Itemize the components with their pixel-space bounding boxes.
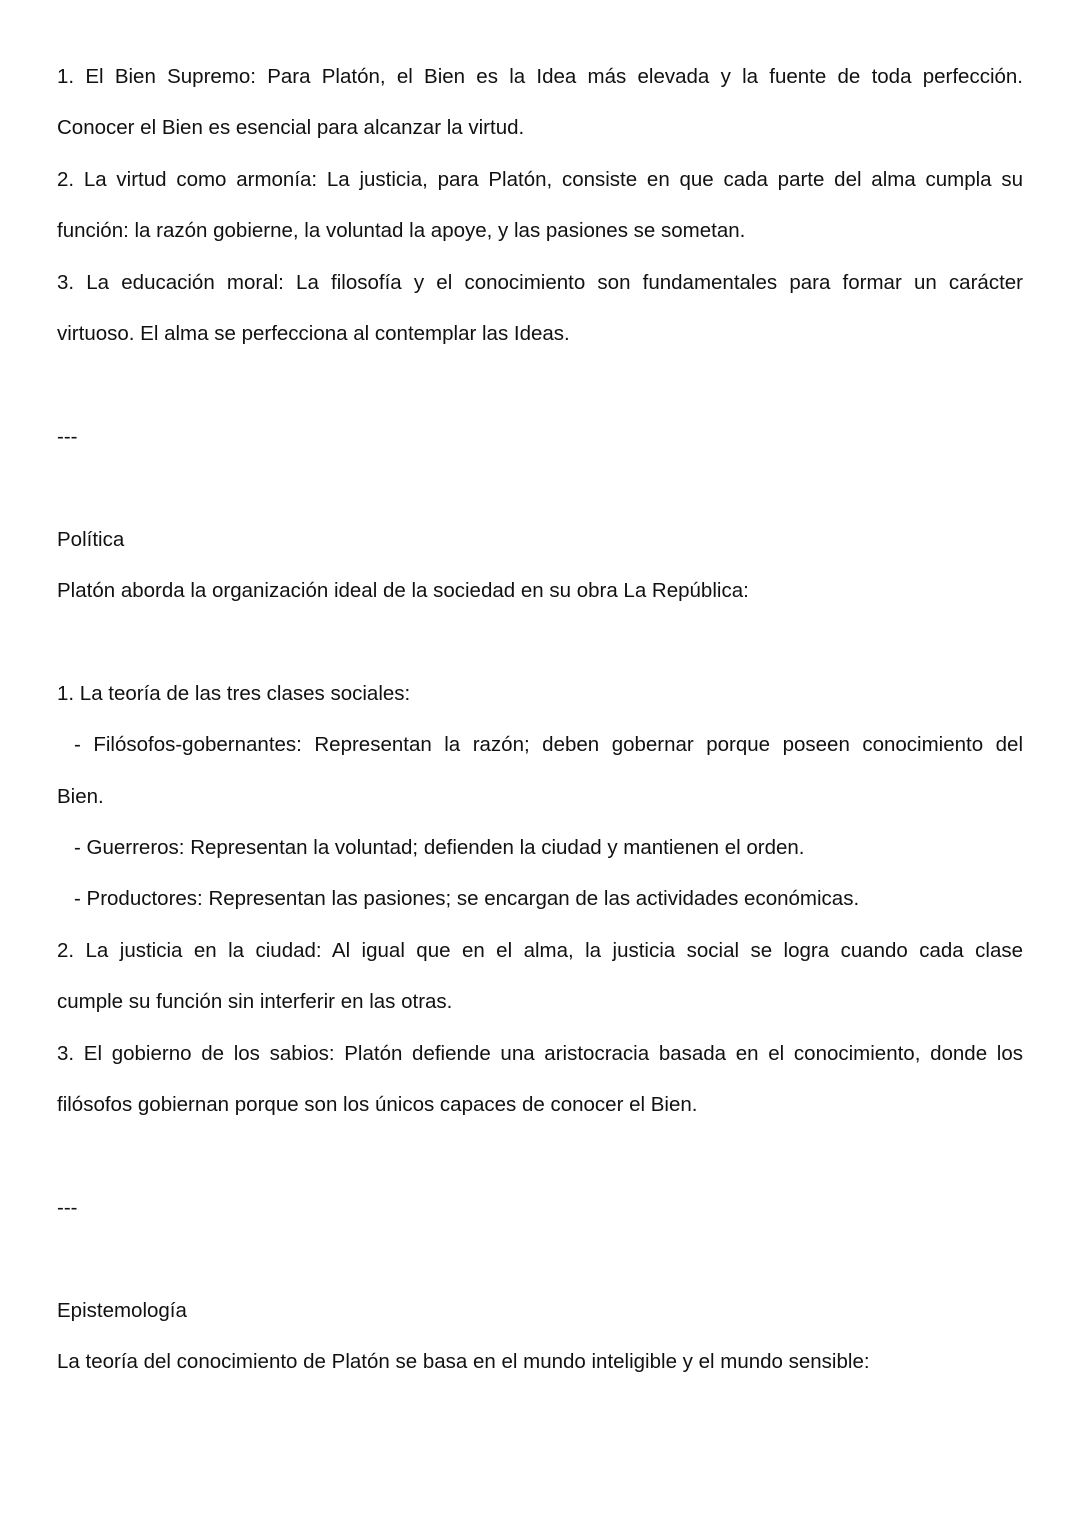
spacer [57,1233,1023,1284]
class-guerreros: - Guerreros: Representan la voluntad; defienden la ciudad y mantienen el orden. [74,836,805,860]
section-separator: --- [57,1195,78,1219]
politica-intro: Platón aborda la organización ideal de la sociedad en su obra La República: [57,579,749,603]
etica-item-2-line-2: función: la razón gobierne, la voluntad la apoye, y las pasiones se sometan. [57,219,746,243]
politica-heading: Política [57,527,125,551]
epistemologia-heading: Epistemología [57,1298,187,1322]
class-filosofos-line-1: - Filósofos-gobernantes: Representan la razón; deben gobernar porque poseen conocimiento del [74,733,1023,757]
spacer [57,616,1023,667]
spacer [57,1130,1023,1181]
politica-item-3-line-1: 3. El gobierno de los sabios: Platón defiende una aristocracia basada en el conocimiento, donde los [57,1041,1023,1065]
politica-item-2-line-1: 2. La justicia en la ciudad: Al igual que en el alma, la justicia social se logra cuando cada clase [57,938,1023,962]
etica-item-3-line-2: virtuoso. El alma se perfecciona al contemplar las Ideas. [57,322,570,346]
politica-item-2-line-2: cumple su función sin interferir en las otras. [57,990,453,1014]
etica-item-1-line-1: 1. El Bien Supremo: Para Platón, el Bien es la Idea más elevada y la fuente de toda perfección. [57,65,1023,88]
class-productores: - Productores: Representan las pasiones; se encargan de las actividades económicas. [74,887,860,911]
spacer [57,359,1023,410]
document-page [57,51,1023,1387]
section-separator: --- [57,424,78,448]
spacer [57,462,1023,513]
epistemologia-intro: La teoría del conocimiento de Platón se basa en el mundo inteligible y el mundo sensible: [57,1350,870,1374]
etica-item-3-line-1: 3. La educación moral: La filosofía y el conocimiento son fundamentales para formar un carácter [57,270,1023,294]
etica-item-2-line-1: 2. La virtud como armonía: La justicia, para Platón, consiste en que cada parte del alma cumpla su [57,167,1023,191]
politica-item-1-title: 1. La teoría de las tres clases sociales: [57,681,411,705]
politica-item-3-line-2: filósofos gobiernan porque son los únicos capaces de conocer el Bien. [57,1093,698,1117]
class-filosofos-line-2: Bien. [57,784,104,808]
etica-item-1-line-2: Conocer el Bien es esencial para alcanzar la virtud. [57,116,525,140]
